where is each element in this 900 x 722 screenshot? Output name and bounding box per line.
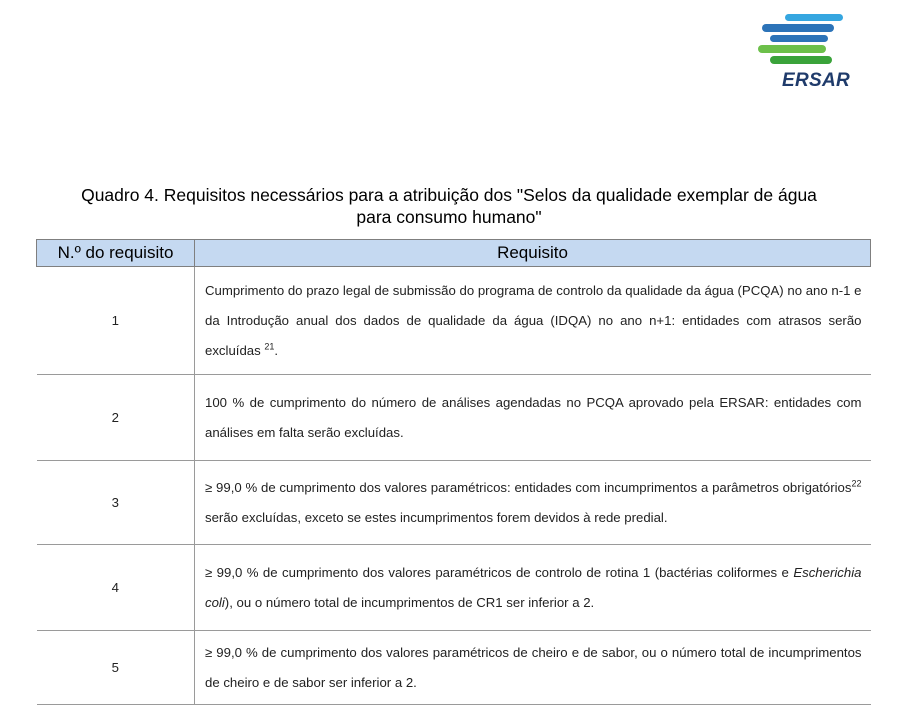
- requirement-number: 3: [37, 461, 195, 545]
- requirement-number: 4: [37, 545, 195, 631]
- requirement-text: ≥ 99,0 % de cumprimento dos valores paramétricos: entidades com incumprimentos a parâmetros obrigatórios$^{22}$ serão excluídas, exceto se estes incumprimentos forem devidos à rede predial.: [195, 461, 871, 545]
- footnote-marker: 22: [851, 478, 862, 489]
- table-row: [37, 631, 871, 705]
- table-header-row: [37, 240, 871, 267]
- requirement-number: 1: [37, 267, 195, 375]
- table-caption: [40, 184, 858, 228]
- requirement-number: 2: [37, 375, 195, 461]
- requirements-table: [36, 239, 871, 705]
- ersar-logo: [748, 12, 858, 96]
- table-row: [37, 267, 871, 375]
- table-caption-line-2: para consumo humano": [356, 207, 542, 227]
- requirement-text: ≥ 99,0 % de cumprimento dos valores paramétricos de controlo de rotina 1 (bactérias coliformes e Escherichia coli), ou o número total de incumprimentos de CR1 ser inferior a 2.: [195, 545, 871, 631]
- requirement-text: Cumprimento do prazo legal de submissão do programa de controlo da qualidade da água (PCQA) no ano n-1 e da Introdução anual dos dados de qualidade da água (IDQA) no ano n+1: entidades com atrasos serão excluídas $^{21}$.: [195, 267, 871, 375]
- footnote-marker: 21: [264, 341, 275, 352]
- column-header-number: N.º do requisito: [37, 240, 195, 267]
- table-row: [37, 375, 871, 461]
- table-row: [37, 461, 871, 545]
- species-name: Escherichia coli: [205, 564, 862, 610]
- requirement-text: ≥ 99,0 % de cumprimento dos valores paramétricos de cheiro e de sabor, ou o número total de incumprimentos de cheiro e de sabor ser inferior a 2.: [195, 631, 871, 705]
- ersar-logo-text: ERSAR: [782, 70, 851, 91]
- column-header-requirement: Requisito: [195, 240, 871, 267]
- ersar-logo-icon: [748, 12, 858, 72]
- requirement-text: 100 % de cumprimento do número de análises agendadas no PCQA aprovado pela ERSAR: entidades com análises em falta serão excluídas.: [195, 375, 871, 461]
- requirement-number: 5: [37, 631, 195, 705]
- table-row: [37, 545, 871, 631]
- table-caption-line-1: Quadro 4. Requisitos necessários para a atribuição dos "Selos da qualidade exemplar de água: [81, 185, 817, 205]
